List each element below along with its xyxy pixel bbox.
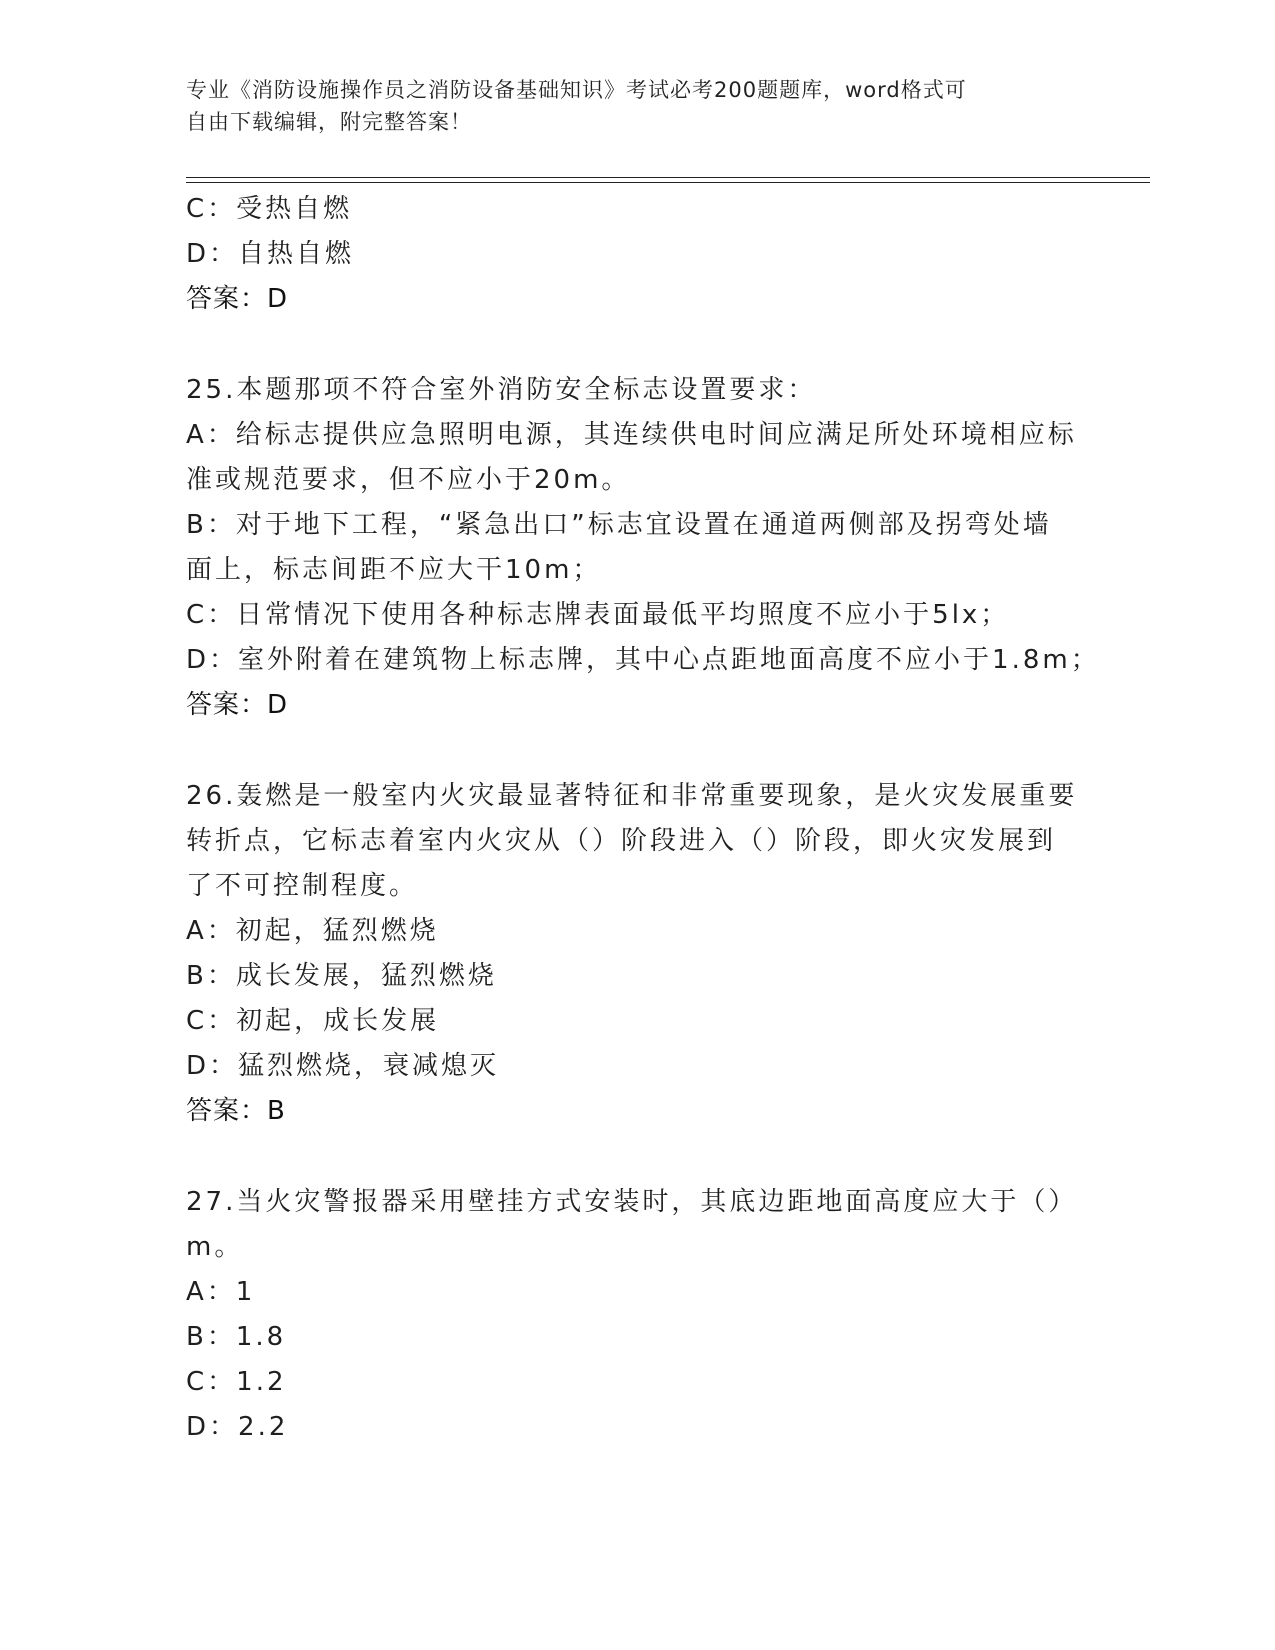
document-header <box>186 74 1066 138</box>
spacer <box>186 728 1086 774</box>
option-b: B：对于地下工程，“紧急出口”标志宜设置在通道两侧部及拐弯处墙 <box>186 510 1052 540</box>
option-c: C：日常情况下使用各种标志牌表面最低平均照度不应小于5lx； <box>186 600 1010 630</box>
option-b: B：成长发展，猛烈燃烧 <box>186 961 497 991</box>
question-27 <box>186 1180 1086 1450</box>
option-d: D：猛烈燃烧，衰减熄灭 <box>186 1051 500 1081</box>
document-body <box>186 187 1100 1450</box>
option-c: C：1.2 <box>186 1367 287 1397</box>
header-rule-top <box>186 177 1150 178</box>
question-25 <box>186 368 1100 728</box>
question-stem: 27.当火灾警报器采用壁挂方式安装时，其底边距地面高度应大于（） <box>186 1187 1078 1217</box>
option-a: A：初起，猛烈燃烧 <box>186 916 439 946</box>
option-d: D：室外附着在建筑物上标志牌，其中心点距地面高度不应小于1.8m； <box>186 645 1100 675</box>
question-stem: 25.本题那项不符合室外消防安全标志设置要求： <box>186 375 817 405</box>
previous-question-tail <box>186 187 1086 322</box>
question-stem-cont: m。 <box>186 1232 244 1262</box>
option-c: C：受热自燃 <box>186 194 353 224</box>
option-c: C：初起，成长发展 <box>186 1006 440 1036</box>
option-b: B：1.8 <box>186 1322 287 1352</box>
spacer <box>186 322 1086 368</box>
answer-line: 答案：B <box>186 1096 286 1126</box>
spacer <box>186 1134 1086 1180</box>
option-d: D：2.2 <box>186 1412 289 1442</box>
option-a: A：1 <box>186 1277 256 1307</box>
answer-line: 答案：D <box>186 284 289 314</box>
question-stem: 26.轰燃是一般室内火灾最显著特征和非常重要现象，是火灾发展重要 <box>186 781 1078 811</box>
option-a: A：给标志提供应急照明电源，其连续供电时间应满足所处环境相应标 <box>186 420 1077 450</box>
question-26 <box>186 774 1086 1134</box>
question-stem-cont: 了不可控制程度。 <box>186 871 419 901</box>
option-a-cont: 准或规范要求，但不应小于20m。 <box>186 465 631 495</box>
option-d: D：自热自燃 <box>186 239 355 269</box>
header-line-1: 专业《消防设施操作员之消防设备基础知识》考试必考200题题库，word格式可 <box>186 78 967 102</box>
answer-line: 答案：D <box>186 690 289 720</box>
option-b-cont: 面上，标志间距不应大干10m； <box>186 555 602 585</box>
header-rule-bottom <box>186 182 1150 183</box>
header-line-2: 自由下载编辑，附完整答案！ <box>186 110 472 134</box>
question-stem-cont: 转折点，它标志着室内火灾从（）阶段进入（）阶段，即火灾发展到 <box>186 826 1057 856</box>
